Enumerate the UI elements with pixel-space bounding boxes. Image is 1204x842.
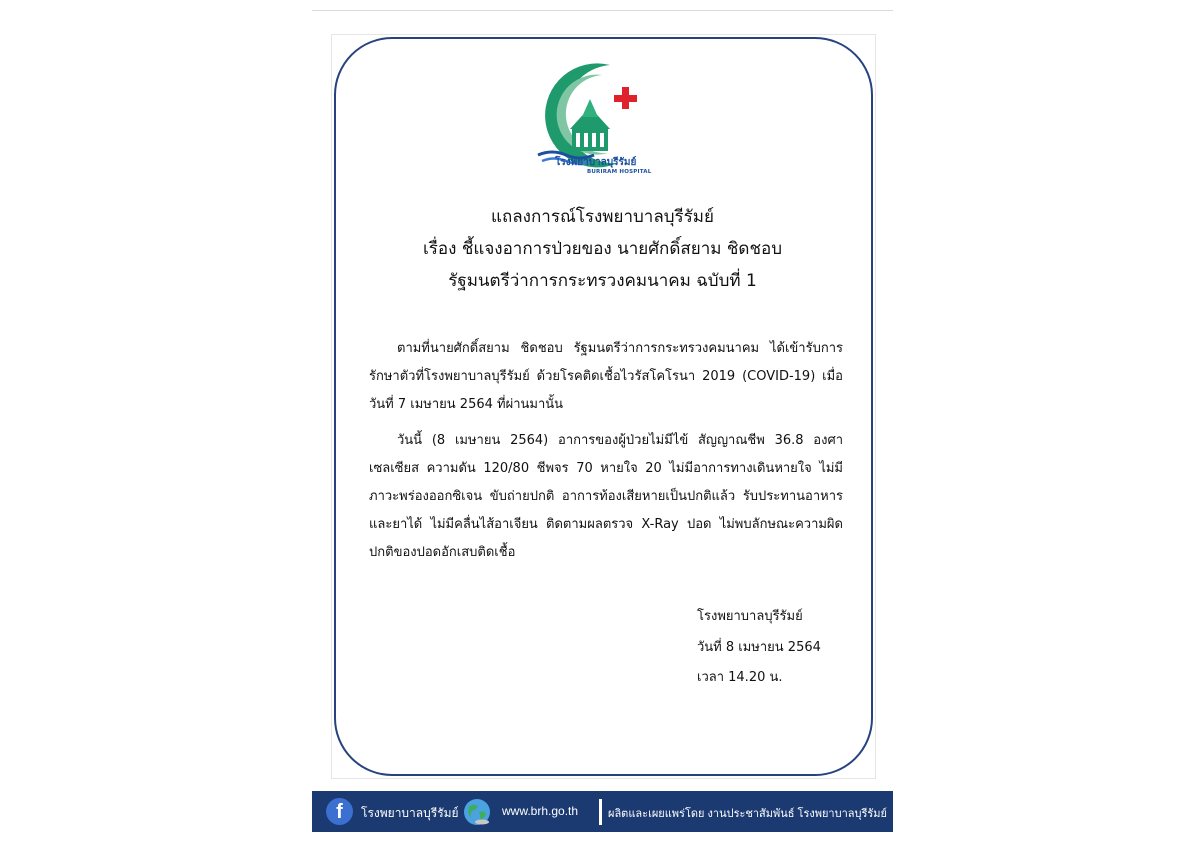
top-divider [312,10,893,11]
signature-date: วันที่ 8 เมษายน 2564 [697,640,821,655]
announcement-sheet [331,34,876,779]
facebook-icon[interactable]: f [326,798,353,825]
globe-icon [463,798,491,826]
footer-divider [599,799,602,825]
website-link[interactable]: www.brh.go.th [502,804,579,818]
logo-name-thai: โรงพยาบาลบุรีรัมย์ [555,157,637,168]
logo-name-english: BURIRAM HOSPITAL [587,169,652,175]
title-line-3: รัฐมนตรีว่าการกระทรวงคมนาคม ฉบับที่ 1 [448,271,757,291]
title-line-2: เรื่อง ชี้แจงอาการป่วยของ นายศักดิ์สยาม ชิดชอบ [422,239,783,259]
footer-credit: ผลิตและเผยแพร่โดย งานประชาสัมพันธ์ โรงพยาบาลบุรีรัมย์ [608,808,887,820]
title-line-1: แถลงการณ์โรงพยาบาลบุรีรัมย์ [491,207,714,227]
body-paragraph-2: วันนี้ (8 เมษายน 2564) อาการของผู้ป่วยไม่มีไข้ สัญญาณชีพ 36.8 องศาเซลเซียส ความดัน 120/80 ชีพจร 70 หายใจ 20 ไม่มีอาการทางเดินหายใจ ไม่มีภาวะพร่องออกซิเจน ขับถ่ายปกติ อาการท้องเสียหายเป็นปกติแล้ว รับประทานอาหารและยาได้ ไม่มีคลื่นไส้อาเจียน ติดตามผลตรวจ X-Ray ปอด ไม่พบลักษณะความผิดปกติของปอดอักเสบติดเชื้อ [369,433,843,560]
footer-bar [312,791,893,832]
body-paragraph-1: ตามที่นายศักดิ์สยาม ชิดชอบ รัฐมนตรีว่าการกระทรวงคมนาคม ได้เข้ารับการรักษาตัวที่โรงพยาบาลบุรีรัมย์ ด้วยโรคติดเชื้อไวรัสโคโรนา 2019 (COVID-19) เมื่อวันที่ 7 เมษายน 2564 ที่ผ่านมานั้น [369,341,843,412]
signature-org: โรงพยาบาลบุรีรัมย์ [697,609,803,624]
signature-time: เวลา 14.20 น. [697,670,783,685]
facebook-page-link[interactable]: โรงพยาบาลบุรีรัมย์ [361,806,459,820]
